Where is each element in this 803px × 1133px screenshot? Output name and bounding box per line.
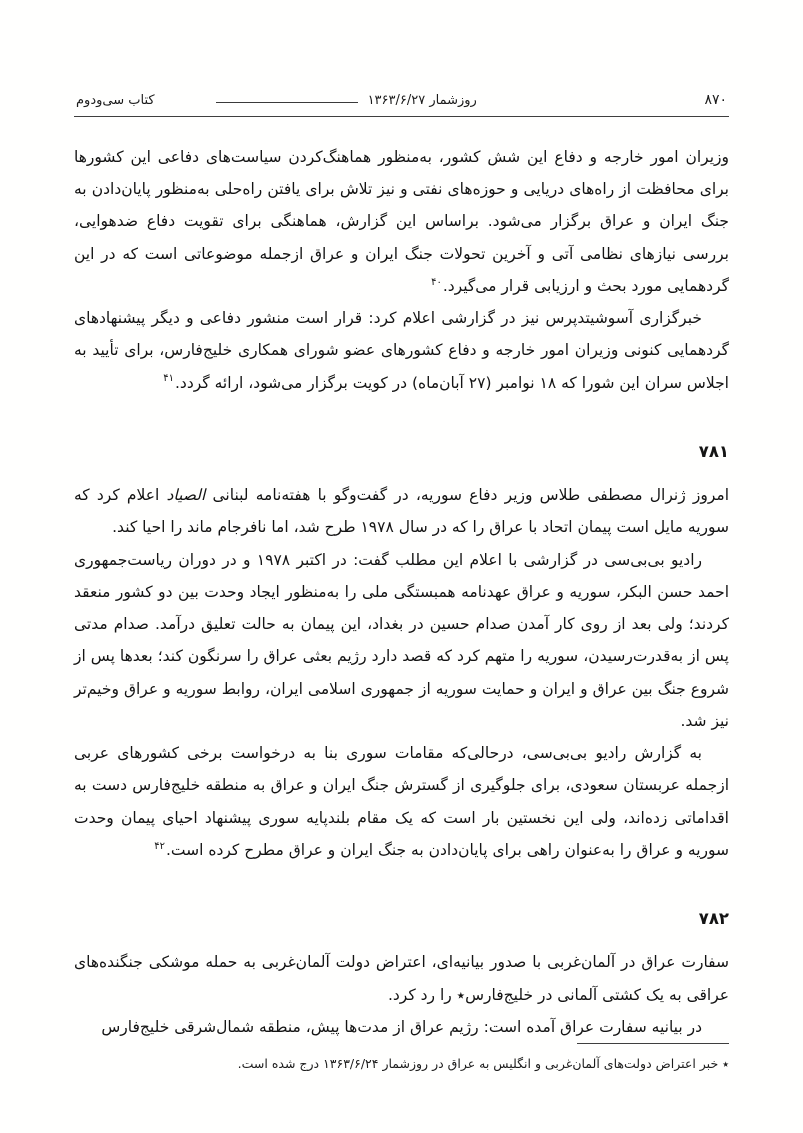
paragraph-text: خبرگزاری آسوشیتدپرس نیز در گزارشی اعلام کرد: قرار است منشور دفاعی و دیگر پیشنهادهای گردهمایی کنونی وزیران امور خارجه و دفاع کشورهای عضو شورای همکاری خلیج‌فارس، برای تأیید به اجلاس سران این شورا که ۱۸ نوامبر (۲۷ آبان‌ماه) در کویت برگزار می‌شود، ارائه گردد. [74, 309, 729, 392]
paragraph-782-2 [74, 1011, 729, 1043]
paragraph-text: امروز ژنرال مصطفی طلاس وزیر دفاع سوریه، در گفت‌وگو با هفته‌نامه لبنانی [212, 486, 730, 505]
running-header [74, 92, 729, 108]
body-text [74, 141, 729, 1043]
paragraph-intro-1 [74, 141, 729, 302]
paragraph-781-2 [74, 544, 729, 737]
header-divider [74, 116, 729, 117]
footnote-marker: ٭ [722, 1056, 729, 1072]
paragraph-text: وزیران امور خارجه و دفاع این شش کشور، به‌منظور هماهنگ‌کردن سیاست‌های دفاعی این کشورها برای محافظت از راه‌های دریایی و حوزه‌های نفتی و نیز تلاش برای یافتن راه‌حلی به‌منظور پایان‌دادن به جنگ ایران و عراق برگزار می‌شود. براساس این گزارش، هماهنگی برای تقویت دفاع ضدهوایی، بررسی نیازهای نظامی آتی و آخرین تحولات جنگ ایران و عراق ازجمله موضوعاتی است که در این گردهمایی مورد بحث و ارزیابی قرار می‌گیرد. [74, 148, 729, 295]
section-heading-781: ۷۸۱ [698, 441, 729, 461]
paragraph-text: رادیو بی‌بی‌سی در گزارشی با اعلام این مطلب گفت: در اکتبر ۱۹۷۸ و در دوران ریاست‌جمهوری احمد حسن البکر، سوریه و عراق عهدنامه همبستگی ملی را به‌منظور ایجاد وحدت بین دو کشور منعقد کردند؛ ولی بعد از روی کار آمدن صدام حسین در بغداد، این پیمان به حالت تعلیق درآمد. صدام مدتی پس از به‌قدرت‌رسیدن، سوریه را متهم کرد که قصد دارد رژیم بعثی عراق را سرنگون کند؛ بعدها پس از شروع جنگ بین عراق و ایران و حمایت سوریه از جمهوری اسلامی ایران، روابط سوریه و عراق وخیم‌تر نیز شد. [74, 550, 729, 730]
paragraph-text: سفارت عراق در آلمان‌غربی با صدور بیانیه‌ای، اعتراض دولت آلمان‌غربی به حمله موشکی جنگنده‌های عراقی به یک کشتی آلمانی در خلیج‌فارس٭ را رد کرد. [74, 953, 729, 1004]
paragraph-781-3 [74, 737, 729, 866]
header-dash-rule [216, 102, 358, 103]
paragraph-text: اعلام کرد که سوریه مایل است پیمان اتحاد با عراق را که در سال ۱۹۷۸ طرح شد، اما نافرجام ماند را احیا کند. [74, 486, 729, 537]
footnote-text: خبر اعتراض دولت‌های آلمان‌غربی و انگلیس به عراق در روزشمار ۱۳۶۳/۶/۲۴ درج شده است. [237, 1056, 719, 1072]
footnote-rule [577, 1043, 729, 1044]
publication-name: الصیاد [166, 486, 206, 505]
chronicle-title: روزشمار ۱۳۶۳/۶/۲۷ [367, 92, 477, 108]
footnote-ref-40: ۴۰ [431, 276, 442, 288]
paragraph-text: در بیانیه سفارت عراق آمده است: رژیم عراق از مدت‌ها پیش، منطقه شمال‌شرقی خلیج‌فارس [101, 1017, 702, 1036]
page-number: ۸۷۰ [704, 92, 727, 108]
paragraph-782-1 [74, 946, 729, 1010]
footnote-ref-42: ۴۲ [154, 840, 165, 852]
paragraph-781-1 [74, 479, 729, 543]
footnote-area [74, 1043, 729, 1076]
paragraph-text: به گزارش رادیو بی‌بی‌سی، درحالی‌که مقامات سوری بنا به درخواست برخی کشورهای عربی ازجمله عربستان سعودی، برای جلوگیری از گسترش جنگ ایران و عراق به منطقه خلیج‌فارس دست به اقداماتی زده‌اند، ولی این نخستین بار است که یک مقام بلندپایه سوری پیشنهاد احیای پیمان وحدت سوریه و عراق را به‌عنوان راهی برای پایان‌دادن به جنگ ایران و عراق مطرح کرده است. [74, 744, 729, 859]
footnote-line [74, 1052, 729, 1076]
footnote-ref-41: ۴۱ [163, 373, 174, 385]
paragraph-intro-2 [74, 302, 729, 399]
book-title: کتاب سی‌ودوم [76, 92, 155, 108]
section-heading-782: ۷۸۲ [698, 909, 729, 928]
